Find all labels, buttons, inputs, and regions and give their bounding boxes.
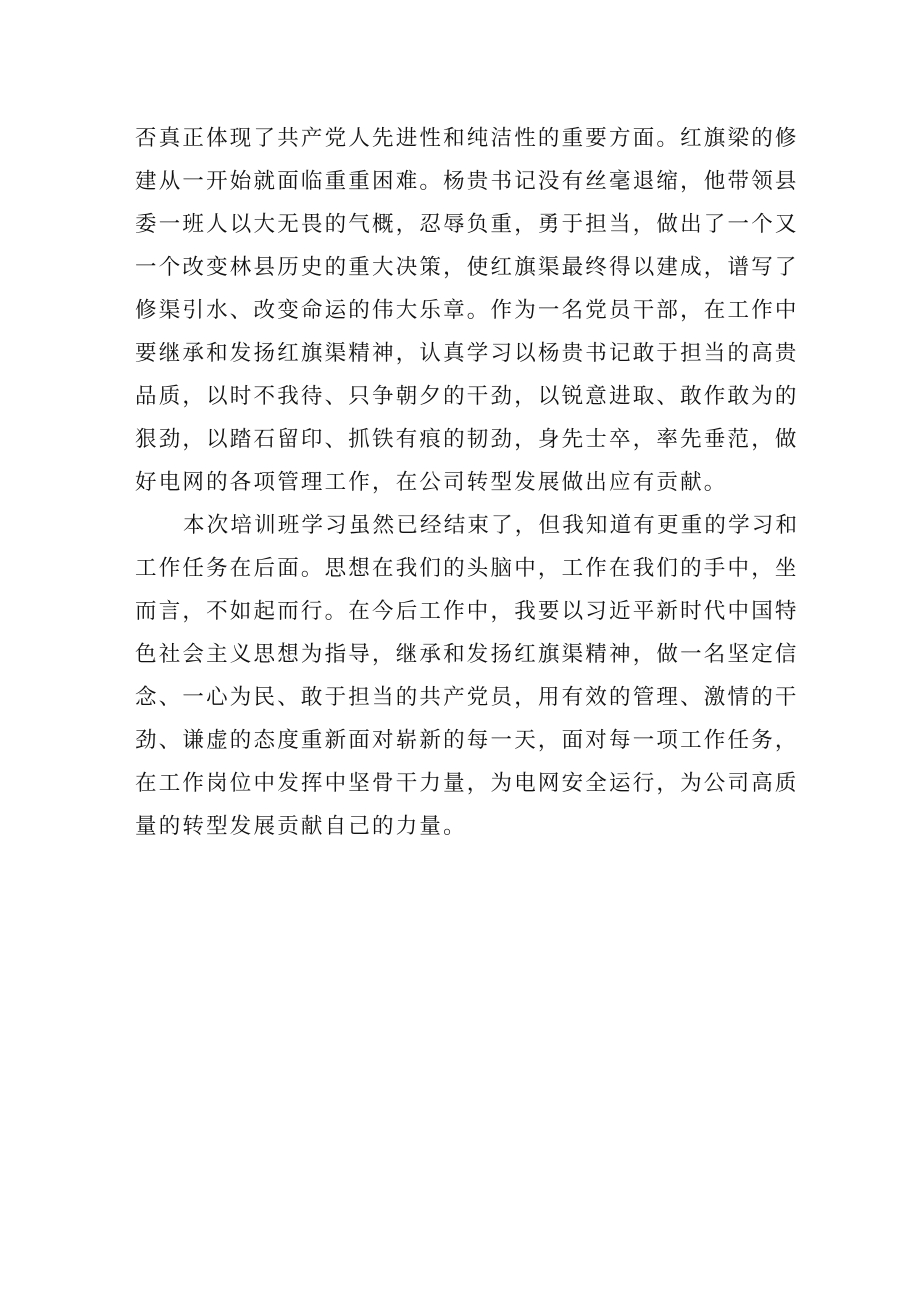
paragraph-line: 好电网的各项管理工作，在公司转型发展做出应有贡献。: [135, 470, 728, 495]
paragraph-line: 色社会主义思想为指导，继承和发扬红旗渠精神，做一名坚定信: [135, 642, 799, 667]
paragraph-1: [135, 117, 799, 504]
paragraph-2: [135, 504, 800, 848]
document-body: [135, 117, 800, 848]
paragraph-line: 而言，不如起而行。在今后工作中，我要以习近平新时代中国特: [135, 599, 799, 624]
paragraph-line: 委一班人以大无畏的气概，忍辱负重，勇于担当，做出了一个又: [135, 212, 799, 237]
paragraph-line: 在工作岗位中发挥中坚骨干力量，为电网安全运行，为公司高质: [135, 771, 799, 796]
paragraph-line: 一个改变林县历史的重大决策，使红旗渠最终得以建成，谱写了: [135, 255, 799, 280]
paragraph-line: 念、一心为民、敢于担当的共产党员，用有效的管理、激情的干: [135, 685, 799, 710]
paragraph-line: 劲、谦虚的态度重新面对崭新的每一天，面对每一项工作任务，: [135, 728, 799, 753]
paragraph-line: 狠劲，以踏石留印、抓铁有痕的韧劲，身先士卒，率先垂范，做: [135, 427, 799, 452]
paragraph-line: 工作任务在后面。思想在我们的头脑中，工作在我们的手中，坐: [135, 556, 799, 581]
paragraph-line: 品质，以时不我待、只争朝夕的干劲，以锐意进取、敢作敢为的: [135, 384, 799, 409]
paragraph-line: 量的转型发展贡献自己的力量。: [135, 814, 467, 839]
paragraph-line: 修渠引水、改变命运的伟大乐章。作为一名党员干部，在工作中: [135, 298, 799, 323]
paragraph-line: 要继承和发扬红旗渠精神，认真学习以杨贵书记敢于担当的高贵: [135, 341, 799, 366]
paragraph-line: 否真正体现了共产党人先进性和纯洁性的重要方面。红旗梁的修: [135, 126, 799, 151]
paragraph-first-line: 本次培训班学习虽然已经结束了，但我知道有更重的学习和: [183, 513, 800, 538]
paragraph-line: 建从一开始就面临重重困难。杨贵书记没有丝毫退缩，他带领县: [135, 169, 799, 194]
